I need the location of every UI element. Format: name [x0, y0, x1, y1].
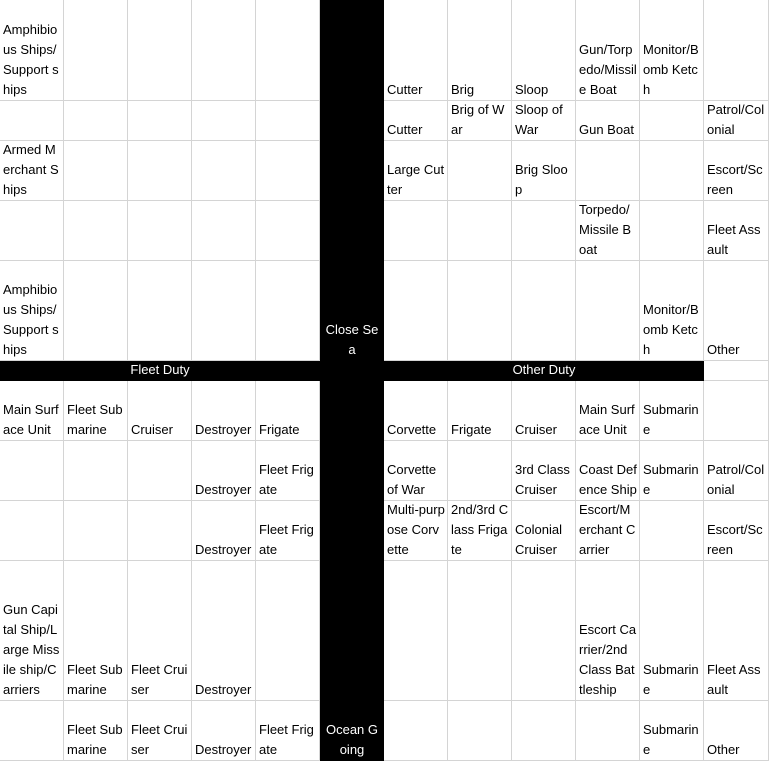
- cell-r9-c6[interactable]: [384, 561, 448, 701]
- cell-r8-c7[interactable]: [448, 501, 512, 561]
- cell-r9-c3[interactable]: [192, 561, 256, 701]
- cell-r1-c0[interactable]: [0, 101, 64, 141]
- cell-r9-c1[interactable]: [64, 561, 128, 701]
- cell-r10-c10[interactable]: [640, 701, 704, 761]
- cell-r6-c4[interactable]: [256, 381, 320, 441]
- cell-r4-c10[interactable]: [640, 261, 704, 361]
- cell-r3-c1[interactable]: [64, 201, 128, 261]
- cell-r1-c4[interactable]: [256, 101, 320, 141]
- cell-r7-c6-text: Corvette of War: [387, 462, 437, 497]
- cell-r6-c8[interactable]: [512, 381, 576, 441]
- cell-r10-c7[interactable]: [448, 701, 512, 761]
- cell-r2-c8-text: Brig Sloop: [515, 162, 568, 197]
- cell-r3-c9-text: Torpedo/Missile Boat: [579, 202, 632, 257]
- cell-r8-c8[interactable]: [512, 501, 576, 561]
- cell-r4-c8[interactable]: [512, 261, 576, 361]
- cell-r0-c7[interactable]: [448, 0, 512, 101]
- cell-r2-c0[interactable]: [0, 141, 64, 201]
- cell-r3-c9[interactable]: [576, 201, 640, 261]
- cell-r4-c0[interactable]: [0, 261, 64, 361]
- cell-r6-c3[interactable]: [192, 381, 256, 441]
- cell-r6-c7-text: Frigate: [451, 422, 492, 437]
- cell-r7-c8-text: 3rd Class Cruiser: [515, 462, 570, 497]
- cell-r10-c2-text: Fleet Cruiser: [131, 722, 188, 757]
- cell-r6-c0[interactable]: [0, 381, 64, 441]
- cell-r4-c2[interactable]: [128, 261, 192, 361]
- cell-r3-c8[interactable]: [512, 201, 576, 261]
- cell-r0-c10[interactable]: [640, 0, 704, 101]
- cell-r10-c11[interactable]: [704, 701, 769, 761]
- cell-r2-c11[interactable]: [704, 141, 769, 201]
- cell-r3-c3[interactable]: [192, 201, 256, 261]
- cell-r5-c11[interactable]: [704, 361, 769, 381]
- cell-r6-c8-text: Cruiser: [515, 422, 557, 437]
- cell-r6-c6[interactable]: [384, 381, 448, 441]
- cell-r1-c8[interactable]: [512, 101, 576, 141]
- cell-r4-c9[interactable]: [576, 261, 640, 361]
- other-duty-bar: [384, 361, 704, 381]
- cell-r4-c4[interactable]: [256, 261, 320, 361]
- cell-r1-c1[interactable]: [64, 101, 128, 141]
- cell-r6-c3-text: Destroyer: [195, 422, 252, 437]
- cell-r0-c1[interactable]: [64, 0, 128, 101]
- cell-r0-c9-text: Gun/Torpedo/Missile Boat: [579, 42, 637, 97]
- cell-r0-c3[interactable]: [192, 0, 256, 101]
- cell-r10-c4-text: Fleet Frigate: [259, 722, 314, 757]
- cell-r6-c2[interactable]: [128, 381, 192, 441]
- cell-r6-c0-text: Main Surface Unit: [3, 402, 59, 437]
- cell-r7-c11-text: Patrol/Colonial: [707, 462, 765, 497]
- cell-r3-c7[interactable]: [448, 201, 512, 261]
- cell-r8-c9[interactable]: [576, 501, 640, 561]
- fleet-duty-bar-text: Fleet Duty: [130, 362, 190, 377]
- cell-r1-c7[interactable]: [448, 101, 512, 141]
- cell-r2-c11-text: Escort/Screen: [707, 162, 763, 197]
- cell-r9-c0-text: Gun Capital Ship/Large Missile ship/Carriers: [3, 602, 60, 697]
- cell-r7-c7[interactable]: [448, 441, 512, 501]
- close-sea-column: [320, 0, 384, 361]
- cell-r9-c8[interactable]: [512, 561, 576, 701]
- cell-r9-c3-text: Destroyer: [195, 682, 252, 697]
- cell-r3-c11[interactable]: [704, 201, 769, 261]
- cell-r7-c4-text: Fleet Frigate: [259, 462, 314, 497]
- cell-r7-c8[interactable]: [512, 441, 576, 501]
- cell-r1-c7-text: Brig of War: [451, 102, 505, 137]
- cell-r10-c2[interactable]: [128, 701, 192, 761]
- cell-r2-c1[interactable]: [64, 141, 128, 201]
- cell-r6-c1-text: Fleet Submarine: [67, 402, 123, 437]
- cell-r10-c6[interactable]: [384, 701, 448, 761]
- other-duty-bar-text: Other Duty: [512, 362, 576, 377]
- cell-r8-c11[interactable]: [704, 501, 769, 561]
- cell-r6-c1[interactable]: [64, 381, 128, 441]
- cell-r6-c7[interactable]: [448, 381, 512, 441]
- cell-r9-c2[interactable]: [128, 561, 192, 701]
- cell-r10-c3[interactable]: [192, 701, 256, 761]
- cell-r0-c6[interactable]: [384, 0, 448, 101]
- cell-r8-c4-text: Fleet Frigate: [259, 522, 314, 557]
- cell-r8-c2[interactable]: [128, 501, 192, 561]
- cell-r0-c9[interactable]: [576, 0, 640, 101]
- cell-r7-c3-text: Destroyer: [195, 482, 252, 497]
- fleet-duty-bar: [0, 361, 320, 381]
- cell-r10-c4[interactable]: [256, 701, 320, 761]
- cell-r0-c10-text: Monitor/Bomb Ketch: [643, 42, 699, 97]
- cell-r9-c0[interactable]: [0, 561, 64, 701]
- cell-r4-c0-text: Amphibious Ships/Support ships: [3, 282, 59, 357]
- cell-r8-c11-text: Escort/Screen: [707, 522, 763, 557]
- cell-r9-c9-text: Escort Carrier/2nd Class Battleship: [579, 622, 637, 697]
- cell-r3-c4[interactable]: [256, 201, 320, 261]
- cell-r3-c2[interactable]: [128, 201, 192, 261]
- cell-r9-c11[interactable]: [704, 561, 769, 701]
- cell-r7-c0[interactable]: [0, 441, 64, 501]
- cell-r4-c10-text: Monitor/Bomb Ketch: [643, 302, 699, 357]
- cell-r8-c8-text: Colonial Cruiser: [515, 522, 562, 557]
- cell-r4-c6[interactable]: [384, 261, 448, 361]
- cell-r9-c9[interactable]: [576, 561, 640, 701]
- ocean-going-column: [320, 381, 384, 761]
- cell-r0-c8[interactable]: [512, 0, 576, 101]
- cell-r8-c1[interactable]: [64, 501, 128, 561]
- cell-r4-c1[interactable]: [64, 261, 128, 361]
- cell-r0-c4[interactable]: [256, 0, 320, 101]
- cell-r3-c6[interactable]: [384, 201, 448, 261]
- cell-r9-c1-text: Fleet Submarine: [67, 662, 123, 697]
- cell-r0-c6-text: Cutter: [387, 82, 423, 97]
- cell-r1-c2[interactable]: [128, 101, 192, 141]
- cell-r2-c6[interactable]: [384, 141, 448, 201]
- cell-r9-c10-text: Submarine: [643, 662, 699, 697]
- cell-r10-c10-text: Submarine: [643, 722, 699, 757]
- cell-r0-c7-text: Brig: [451, 82, 475, 97]
- cell-r8-c6-text: Multi-purpose Corvette: [387, 502, 445, 557]
- cell-r8-c10[interactable]: [640, 501, 704, 561]
- cell-r2-c8[interactable]: [512, 141, 576, 201]
- cell-r7-c6[interactable]: [384, 441, 448, 501]
- cell-r10-c3-text: Destroyer: [195, 742, 252, 757]
- cell-r9-c10[interactable]: [640, 561, 704, 701]
- cell-r6-c9-text: Main Surface Unit: [579, 402, 635, 437]
- cell-r7-c2[interactable]: [128, 441, 192, 501]
- cell-r10-c8[interactable]: [512, 701, 576, 761]
- cell-r6-c10-text: Submarine: [643, 402, 699, 437]
- cell-r4-c11[interactable]: [704, 261, 769, 361]
- cell-r9-c4[interactable]: [256, 561, 320, 701]
- crossing-block: [320, 361, 384, 381]
- cell-r8-c3[interactable]: [192, 501, 256, 561]
- cell-r2-c3[interactable]: [192, 141, 256, 201]
- cell-r6-c6-text: Corvette: [387, 422, 437, 437]
- cell-r1-c6-text: Cutter: [387, 122, 423, 137]
- cell-r4-c11-text: Other: [707, 342, 740, 357]
- cell-r6-c2-text: Cruiser: [131, 422, 173, 437]
- cell-r1-c6[interactable]: [384, 101, 448, 141]
- cell-r6-c4-text: Frigate: [259, 422, 300, 437]
- cell-r8-c3-text: Destroyer: [195, 542, 252, 557]
- cell-r10-c1-text: Fleet Submarine: [67, 722, 123, 757]
- cell-r9-c2-text: Fleet Cruiser: [131, 662, 188, 697]
- cell-r0-c8-text: Sloop: [515, 82, 549, 97]
- cell-r1-c9[interactable]: [576, 101, 640, 141]
- cell-r0-c11[interactable]: [704, 0, 769, 101]
- cell-r2-c10[interactable]: [640, 141, 704, 201]
- cell-r10-c1[interactable]: [64, 701, 128, 761]
- cell-r2-c4[interactable]: [256, 141, 320, 201]
- cell-r3-c11-text: Fleet Assault: [707, 222, 761, 257]
- cell-r0-c0[interactable]: [0, 0, 64, 101]
- cell-r2-c0-text: Armed Merchant Ships: [3, 142, 59, 197]
- close-sea-column-text: Close Sea: [325, 322, 379, 357]
- cell-r7-c10-text: Submarine: [643, 462, 699, 497]
- ocean-going-column-text: Ocean Going: [325, 722, 379, 757]
- cell-r7-c9-text: Coast Defence Ship: [579, 462, 637, 497]
- cell-r1-c8-text: Sloop of War: [515, 102, 563, 137]
- cell-r1-c10[interactable]: [640, 101, 704, 141]
- cell-r1-c3[interactable]: [192, 101, 256, 141]
- cell-r6-c11[interactable]: [704, 381, 769, 441]
- cell-r7-c10[interactable]: [640, 441, 704, 501]
- cell-r0-c2[interactable]: [128, 0, 192, 101]
- cell-r7-c1[interactable]: [64, 441, 128, 501]
- cell-r7-c9[interactable]: [576, 441, 640, 501]
- cell-r8-c0[interactable]: [0, 501, 64, 561]
- cell-r4-c3[interactable]: [192, 261, 256, 361]
- cell-r9-c7[interactable]: [448, 561, 512, 701]
- cell-r2-c7[interactable]: [448, 141, 512, 201]
- cell-r1-c11[interactable]: [704, 101, 769, 141]
- cell-r8-c7-text: 2nd/3rd Class Frigate: [451, 502, 509, 557]
- cell-r2-c2[interactable]: [128, 141, 192, 201]
- cell-r2-c9[interactable]: [576, 141, 640, 201]
- cell-r0-c0-text: Amphibious Ships/Support ships: [3, 22, 59, 97]
- cell-r3-c0[interactable]: [0, 201, 64, 261]
- cell-r8-c9-text: Escort/Merchant Carrier: [579, 502, 636, 557]
- cell-r8-c4[interactable]: [256, 501, 320, 561]
- cell-r7-c3[interactable]: [192, 441, 256, 501]
- cell-r10-c9[interactable]: [576, 701, 640, 761]
- cell-r1-c9-text: Gun Boat: [579, 122, 634, 137]
- cell-r2-c6-text: Large Cutter: [387, 162, 445, 197]
- cell-r8-c6[interactable]: [384, 501, 448, 561]
- cell-r4-c7[interactable]: [448, 261, 512, 361]
- cell-r6-c9[interactable]: [576, 381, 640, 441]
- cell-r7-c11[interactable]: [704, 441, 769, 501]
- cell-r7-c4[interactable]: [256, 441, 320, 501]
- cell-r10-c11-text: Other: [707, 742, 740, 757]
- cell-r1-c11-text: Patrol/Colonial: [707, 102, 765, 137]
- cell-r9-c11-text: Fleet Assault: [707, 662, 761, 697]
- cell-r6-c10[interactable]: [640, 381, 704, 441]
- cell-r10-c0[interactable]: [0, 701, 64, 761]
- cell-r3-c10[interactable]: [640, 201, 704, 261]
